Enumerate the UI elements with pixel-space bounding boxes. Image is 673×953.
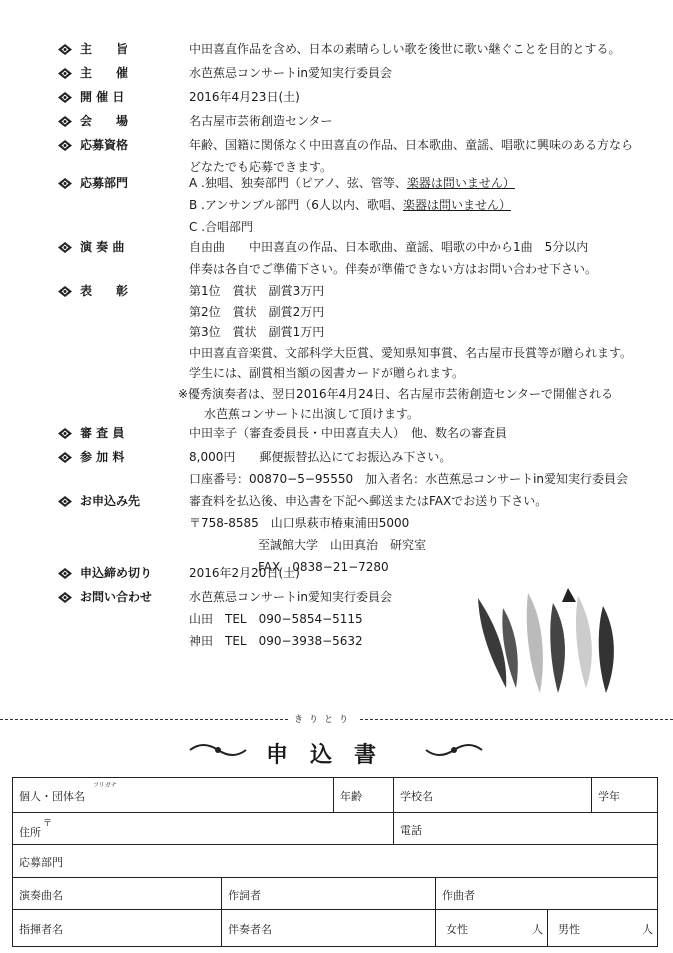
info-value-text: 年齢、国籍に関係なく中田喜直の作品、日本歌曲、童謡、唱歌に興味のある方なら — [189, 138, 634, 152]
grade-cell[interactable] — [591, 778, 658, 812]
info-value-text: 2016年4月23日(土) — [189, 90, 300, 104]
info-value-line — [189, 494, 547, 509]
info-value-text: 学生には、副賞相当額の図書カードが贈られます。 — [189, 366, 465, 380]
furigana-label: フリガナ — [93, 782, 117, 789]
male-count-cell[interactable] — [547, 909, 658, 946]
info-value-text: 神田 TEL 090−3938−5632 — [189, 634, 363, 648]
phone-cell[interactable] — [393, 812, 658, 844]
info-label: お問い合わせ — [80, 590, 153, 604]
info-value-line — [189, 450, 451, 465]
info-value-text: どなたでも応募できます。 — [189, 160, 333, 174]
diamond-bullet-icon — [58, 44, 72, 55]
info-value-line — [189, 305, 324, 320]
info-value-line — [189, 160, 332, 175]
form-row-piece — [13, 877, 657, 910]
diamond-bullet-icon — [58, 428, 72, 439]
diamond-bullet-icon — [58, 568, 72, 579]
info-label: 主 催 — [80, 66, 129, 80]
info-label: 主 旨 — [80, 42, 129, 56]
info-value-text: 第1位 賞状 副賞3万円 — [189, 284, 325, 298]
postal-mark: 〒 — [43, 819, 53, 829]
info-value-line — [189, 42, 621, 57]
info-label: お申込み先 — [80, 494, 141, 508]
form-title: 申込書 — [266, 743, 399, 768]
info-value-line — [189, 176, 515, 191]
info-value-line — [189, 426, 507, 441]
name-label: 個人・団体名 — [19, 790, 85, 803]
info-value-line — [258, 538, 426, 553]
diamond-bullet-icon — [58, 496, 72, 507]
info-value-text: 口座番号：00870−5−95550 加入者名：水芭蕉忌コンサートin愛知実行委員会 — [189, 472, 629, 486]
piece-label: 演奏曲名 — [19, 889, 63, 902]
info-label: 応募資格 — [80, 138, 129, 152]
conductor-label: 指揮者名 — [19, 923, 63, 936]
diamond-bullet-icon — [58, 242, 72, 253]
info-label: 会 場 — [80, 114, 129, 128]
diamond-bullet-icon — [58, 452, 72, 463]
info-value-text: 第3位 賞状 副賞1万円 — [189, 325, 325, 339]
female-unit: 人 — [532, 923, 543, 936]
info-value-line — [189, 240, 588, 255]
info-value-text: 至誠館大学 山田真治 研究室 — [258, 538, 427, 552]
diamond-bullet-icon — [58, 140, 72, 151]
diamond-bullet-icon — [58, 178, 72, 189]
diamond-bullet-icon — [58, 286, 72, 297]
info-value-text: C .合唱部門 — [189, 220, 254, 234]
info-value-text: 2016年2月20日(土) — [189, 566, 300, 580]
info-value-line — [189, 472, 628, 487]
info-value-line — [178, 387, 613, 402]
info-value-text: 中田喜直音楽賞、文部科学大臣賞、愛知県知事賞、名古屋市長賞等が贈られます。 — [189, 345, 633, 360]
info-label: 審 査 員 — [80, 426, 125, 440]
info-value-text: ※優秀演奏者は、翌日2016年4月24日、名古屋市芸術創造センターで開催される — [178, 386, 614, 401]
info-value-text: 8,000円 郵便振替払込にてお振込み下さい。 — [189, 450, 452, 464]
info-value-line — [189, 90, 300, 105]
info-value-text: 第2位 賞状 副賞2万円 — [189, 304, 325, 319]
ornament-left-icon — [188, 740, 248, 760]
ornament-right-icon — [424, 740, 484, 760]
info-value-text: 中田喜直作品を含め、日本の素晴らしい歌を後世に歌い継ぐことを目的とする。 — [189, 42, 621, 56]
info-label: 申込締め切り — [80, 566, 153, 580]
info-value-line — [189, 612, 363, 627]
info-value-line — [189, 516, 409, 531]
cut-line-label: きりとり — [290, 712, 358, 725]
piece-cell[interactable] — [13, 877, 221, 909]
info-value-line — [189, 198, 511, 213]
form-row-division — [13, 844, 657, 878]
info-underlined-text: 楽器は問いません） — [402, 198, 511, 212]
info-value-text: 〒758-8585 山口県萩市椿東浦田5000 — [189, 516, 410, 530]
female-count-cell[interactable] — [435, 909, 548, 946]
composer-cell[interactable] — [435, 877, 658, 909]
calla-lily-illustration — [458, 588, 628, 698]
info-value-text: 自由曲 中田喜直の作品、日本歌曲、童謡、唱歌の中から1曲 5分以内 — [189, 240, 589, 254]
diamond-bullet-icon — [58, 68, 72, 79]
address-cell[interactable] — [13, 812, 393, 844]
info-value-text: 名古屋市芸術創造センター — [189, 114, 333, 128]
info-value-line — [189, 325, 324, 340]
conductor-cell[interactable] — [13, 909, 221, 946]
info-label: 応募部門 — [80, 176, 129, 190]
name-cell[interactable] — [13, 778, 333, 812]
male-unit: 人 — [642, 923, 653, 936]
accompanist-label: 伴奏者名 — [228, 923, 272, 936]
info-value-text: A .独唱、独奏部門（ピアノ、弦、管等、 — [189, 176, 407, 190]
composer-label: 作曲者 — [442, 889, 475, 902]
info-value-line — [189, 262, 597, 277]
male-label: 男性 — [558, 923, 580, 936]
info-value-text: 水芭蕉忌コンサートin愛知実行委員会 — [189, 66, 392, 80]
info-value-line — [189, 138, 633, 153]
info-value-text: 中田幸子（審査委員長・中田喜直夫人） 他、数名の審査員 — [189, 426, 508, 440]
info-value-line — [189, 220, 253, 235]
phone-label: 電話 — [400, 824, 422, 837]
division-label: 応募部門 — [19, 856, 63, 869]
info-value-text: 伴奏は各自でご準備下さい。伴奏が準備できない方はお問い合わせ下さい。 — [189, 262, 598, 276]
diamond-bullet-icon — [58, 592, 72, 603]
age-label: 年齢 — [340, 790, 362, 803]
info-value-line — [189, 66, 392, 81]
info-value-line — [189, 284, 324, 299]
info-label: 参 加 料 — [80, 450, 125, 464]
info-underlined-text: 楽器は問いません） — [406, 176, 515, 190]
info-value-text: 山田 TEL 090−5854−5115 — [189, 612, 363, 626]
info-value-line — [189, 634, 363, 649]
school-cell[interactable] — [393, 778, 592, 812]
info-value-line — [204, 407, 419, 422]
info-value-line — [189, 366, 464, 381]
address-label: 住所 — [19, 826, 41, 839]
info-value-text: 水芭蕉忌コンサートin愛知実行委員会 — [189, 590, 392, 604]
info-value-text: 審査料を払込後、申込書を下記へ郵送またはFAXでお送り下さい。 — [189, 494, 548, 508]
grade-label: 学年 — [598, 790, 620, 803]
info-label: 開 催 日 — [80, 90, 125, 104]
form-row-conductor — [13, 909, 657, 946]
info-value-line — [189, 114, 333, 129]
form-row-name — [13, 778, 657, 813]
school-label: 学校名 — [400, 790, 433, 803]
division-cell[interactable] — [13, 844, 657, 877]
age-cell[interactable] — [333, 778, 394, 812]
female-label: 女性 — [446, 923, 468, 936]
diamond-bullet-icon — [58, 116, 72, 127]
info-label: 表 彰 — [80, 284, 129, 298]
lyricist-cell[interactable] — [221, 877, 436, 909]
info-value-text: FAX 0838−21−7280 — [258, 560, 389, 574]
accompanist-cell[interactable] — [221, 909, 436, 946]
info-label: 演 奏 曲 — [80, 240, 125, 254]
info-value-line — [189, 346, 632, 361]
info-value-line — [189, 566, 300, 581]
form-row-address — [13, 812, 657, 845]
diamond-bullet-icon — [58, 92, 72, 103]
application-form — [12, 777, 658, 947]
info-value-line — [189, 590, 392, 605]
lyricist-label: 作詞者 — [228, 889, 261, 902]
info-value-text: B .アンサンブル部門（6人以内、歌唱、 — [189, 198, 403, 212]
info-value-text: 水芭蕉コンサートに出演して頂けます。 — [204, 407, 420, 421]
